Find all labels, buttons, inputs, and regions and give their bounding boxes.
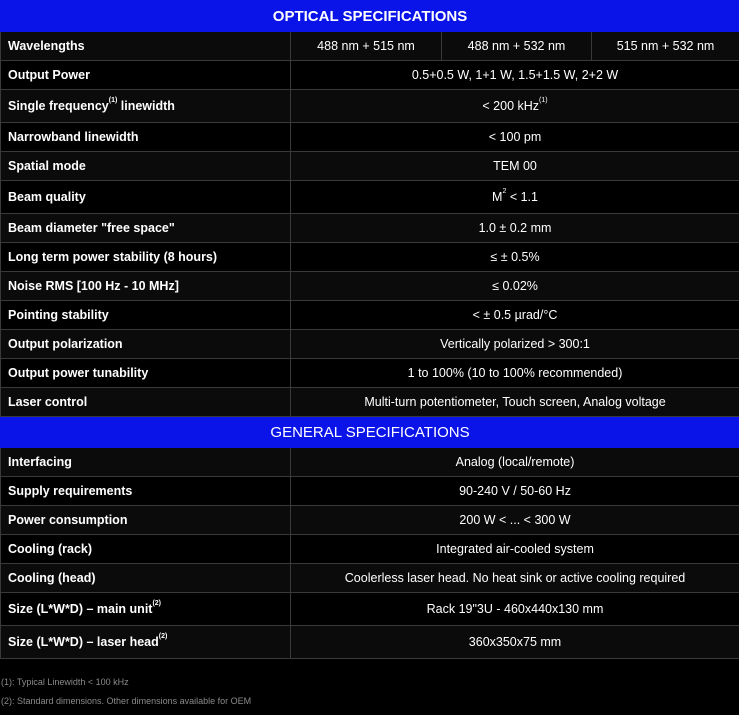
section-title: OPTICAL SPECIFICATIONS xyxy=(1,1,739,32)
table-row-power-stability xyxy=(1,243,739,272)
footnotes xyxy=(0,673,739,711)
row-value: Multi-turn potentiometer, Touch screen, Analog voltage xyxy=(291,388,739,417)
table-row-power-consumption xyxy=(1,506,739,535)
row-value: 1.0 ± 0.2 mm xyxy=(291,214,739,243)
row-label: Long term power stability (8 hours) xyxy=(1,243,291,272)
table-row-tunability xyxy=(1,359,739,388)
row-label: Pointing stability xyxy=(1,301,291,330)
row-label: Output Power xyxy=(1,61,291,90)
row-label: Wavelengths xyxy=(1,32,291,61)
row-value: 90-240 V / 50-60 Hz xyxy=(291,477,739,506)
optical-specifications-header xyxy=(1,1,739,32)
row-label: Narrowband linewidth xyxy=(1,123,291,152)
row-value: TEM 00 xyxy=(291,152,739,181)
value-text-after: < 1.1 xyxy=(506,190,538,204)
table-row-wavelengths xyxy=(1,32,739,61)
row-label: Cooling (rack) xyxy=(1,535,291,564)
row-label: Noise RMS [100 Hz - 10 MHz] xyxy=(1,272,291,301)
footnote-marker: (2) xyxy=(152,600,162,607)
label-text: Single frequency xyxy=(8,99,109,113)
row-label: Output polarization xyxy=(1,330,291,359)
footnote-2: (2): Standard dimensions. Other dimensions available for OEM xyxy=(1,696,252,706)
row-value: Vertically polarized > 300:1 xyxy=(291,330,739,359)
row-value xyxy=(291,90,739,123)
row-value: 488 nm + 532 nm xyxy=(442,32,592,61)
row-value: ≤ ± 0.5% xyxy=(291,243,739,272)
row-label: Beam quality xyxy=(1,181,291,214)
row-value: 515 nm + 532 nm xyxy=(592,32,739,61)
row-value xyxy=(291,181,739,214)
label-text: Size (L*W*D) – main unit xyxy=(8,602,153,616)
table-row-beam-diameter xyxy=(1,214,739,243)
general-specifications-header xyxy=(1,417,739,448)
row-value: 0.5+0.5 W, 1+1 W, 1.5+1.5 W, 2+2 W xyxy=(291,61,739,90)
row-label: Supply requirements xyxy=(1,477,291,506)
footnote-marker: (1) xyxy=(539,97,548,104)
section-title: GENERAL SPECIFICATIONS xyxy=(1,417,739,448)
table-row-narrowband xyxy=(1,123,739,152)
row-value: 1 to 100% (10 to 100% recommended) xyxy=(291,359,739,388)
table-row-size-head xyxy=(1,626,739,659)
row-label: Interfacing xyxy=(1,448,291,477)
table-row-laser-control xyxy=(1,388,739,417)
footnote-marker: (2) xyxy=(158,633,168,640)
footnote-1: (1): Typical Linewidth < 100 kHz xyxy=(1,677,129,687)
row-label xyxy=(1,90,291,123)
table-row-cooling-head xyxy=(1,564,739,593)
table-row-supply xyxy=(1,477,739,506)
footnote-marker: (1) xyxy=(108,97,118,104)
row-label: Output power tunability xyxy=(1,359,291,388)
table-row-interfacing xyxy=(1,448,739,477)
label-text-after: linewidth xyxy=(117,99,175,113)
row-value: Rack 19"3U - 460x440x130 mm xyxy=(291,593,739,626)
table-row-output-power xyxy=(1,61,739,90)
table-row-beam-quality xyxy=(1,181,739,214)
table-row-size-main xyxy=(1,593,739,626)
row-value: 488 nm + 515 nm xyxy=(291,32,442,61)
row-label: Spatial mode xyxy=(1,152,291,181)
row-value: 360x350x75 mm xyxy=(291,626,739,659)
table-row-noise xyxy=(1,272,739,301)
row-value: Integrated air-cooled system xyxy=(291,535,739,564)
row-value: Analog (local/remote) xyxy=(291,448,739,477)
table-row-polarization xyxy=(1,330,739,359)
row-value: ≤ 0.02% xyxy=(291,272,739,301)
table-row-cooling-rack xyxy=(1,535,739,564)
table-row-single-frequency xyxy=(1,90,739,123)
row-label: Power consumption xyxy=(1,506,291,535)
row-label: Beam diameter "free space" xyxy=(1,214,291,243)
row-label: Laser control xyxy=(1,388,291,417)
superscript: 2 xyxy=(502,188,507,195)
table-row-pointing xyxy=(1,301,739,330)
row-label: Cooling (head) xyxy=(1,564,291,593)
label-text: Size (L*W*D) – laser head xyxy=(8,635,159,649)
value-text: < 200 kHz xyxy=(482,99,540,113)
row-value: < 100 pm xyxy=(291,123,739,152)
row-label xyxy=(1,593,291,626)
table-row-spatial-mode xyxy=(1,152,739,181)
row-value: < ± 0.5 µrad/°C xyxy=(291,301,739,330)
value-text: M xyxy=(492,190,503,204)
row-label xyxy=(1,626,291,659)
row-value: 200 W < ... < 300 W xyxy=(291,506,739,535)
row-value: Coolerless laser head. No heat sink or active cooling required xyxy=(291,564,739,593)
